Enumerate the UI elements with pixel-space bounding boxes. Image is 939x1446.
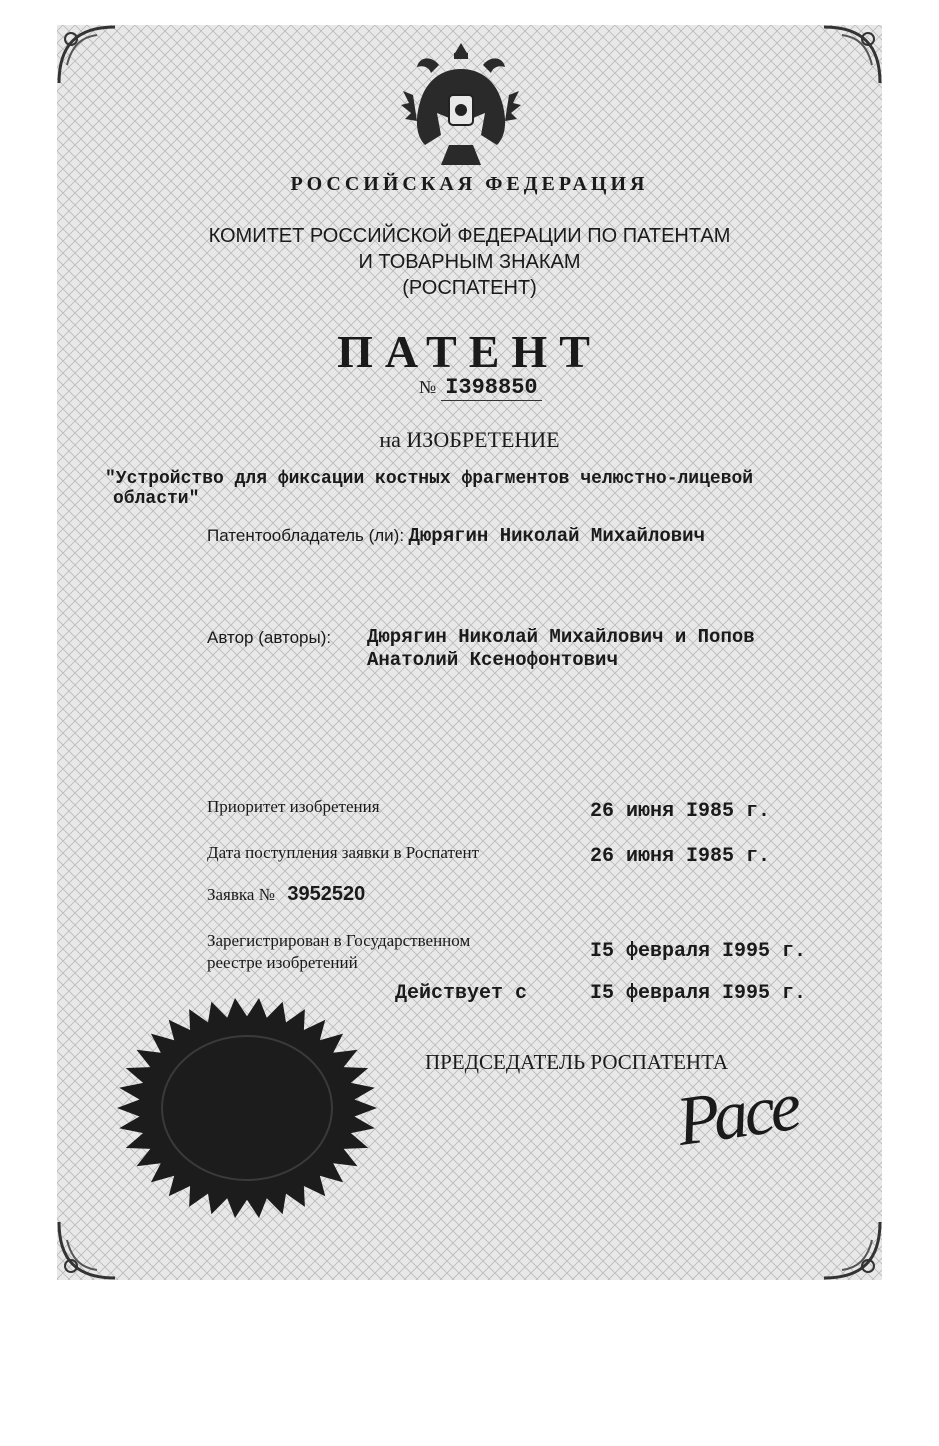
invention-title-line: области" bbox=[113, 489, 200, 509]
corner-ornament-icon bbox=[57, 25, 117, 85]
registered-label bbox=[207, 930, 470, 974]
application-row bbox=[207, 883, 365, 906]
invention-title-line: "Устройство для фиксации костных фрагментов челюстно-лицевой bbox=[105, 469, 754, 489]
document-subject: на ИЗОБРЕТЕНИЕ bbox=[379, 427, 560, 452]
authors-value bbox=[367, 626, 755, 672]
priority-label: Приоритет изобретения bbox=[207, 797, 380, 816]
number-prefix: № bbox=[419, 377, 437, 397]
signature: Расе bbox=[672, 1068, 803, 1162]
country-name: РОССИЙСКАЯ ФЕДЕРАЦИЯ bbox=[290, 173, 649, 195]
corner-ornament-icon bbox=[822, 1220, 882, 1280]
registered-value: I5 февраля I995 г. bbox=[590, 940, 807, 963]
committee-line: (РОСПАТЕНТ) bbox=[402, 277, 537, 299]
authors-label: Автор (авторы): bbox=[207, 628, 332, 647]
patent-document bbox=[57, 25, 882, 1280]
priority-value: 26 июня I985 г. bbox=[590, 800, 771, 823]
authors-line: Дюрягин Николай Михайлович и Попов bbox=[367, 626, 755, 648]
committee-line: И ТОВАРНЫМ ЗНАКАМ bbox=[358, 251, 581, 273]
valid-value: I5 февраля I995 г. bbox=[590, 982, 807, 1005]
valid-label: Действует с bbox=[395, 982, 528, 1005]
document-title: ПАТЕНТ bbox=[337, 326, 602, 377]
authors-line: Анатолий Ксенофонтович bbox=[367, 649, 618, 671]
holder-row bbox=[207, 525, 705, 547]
registered-label-line: реестре изобретений bbox=[207, 953, 358, 972]
patent-number bbox=[419, 375, 542, 400]
filing-label: Дата поступления заявки в Роспатент bbox=[207, 843, 479, 862]
double-headed-eagle-icon bbox=[399, 35, 524, 170]
committee-name bbox=[57, 223, 882, 301]
number-value: I398850 bbox=[441, 375, 541, 401]
application-value: 3952520 bbox=[287, 883, 366, 905]
official-seal-icon bbox=[112, 993, 382, 1223]
holder-label: Патентообладатель (ли): bbox=[207, 526, 405, 545]
corner-ornament-icon bbox=[822, 25, 882, 85]
application-label: Заявка № bbox=[207, 885, 275, 904]
committee-line: КОМИТЕТ РОССИЙСКОЙ ФЕДЕРАЦИИ ПО ПАТЕНТАМ bbox=[208, 225, 731, 247]
filing-value: 26 июня I985 г. bbox=[590, 845, 771, 868]
signature-title: ПРЕДСЕДАТЕЛЬ РОСПАТЕНТА bbox=[425, 1050, 729, 1074]
registered-label-line: Зарегистрирован в Государственном bbox=[207, 931, 471, 950]
invention-title bbox=[105, 469, 753, 509]
holder-value: Дюрягин Николай Михайлович bbox=[408, 525, 705, 547]
corner-ornament-icon bbox=[57, 1220, 117, 1280]
